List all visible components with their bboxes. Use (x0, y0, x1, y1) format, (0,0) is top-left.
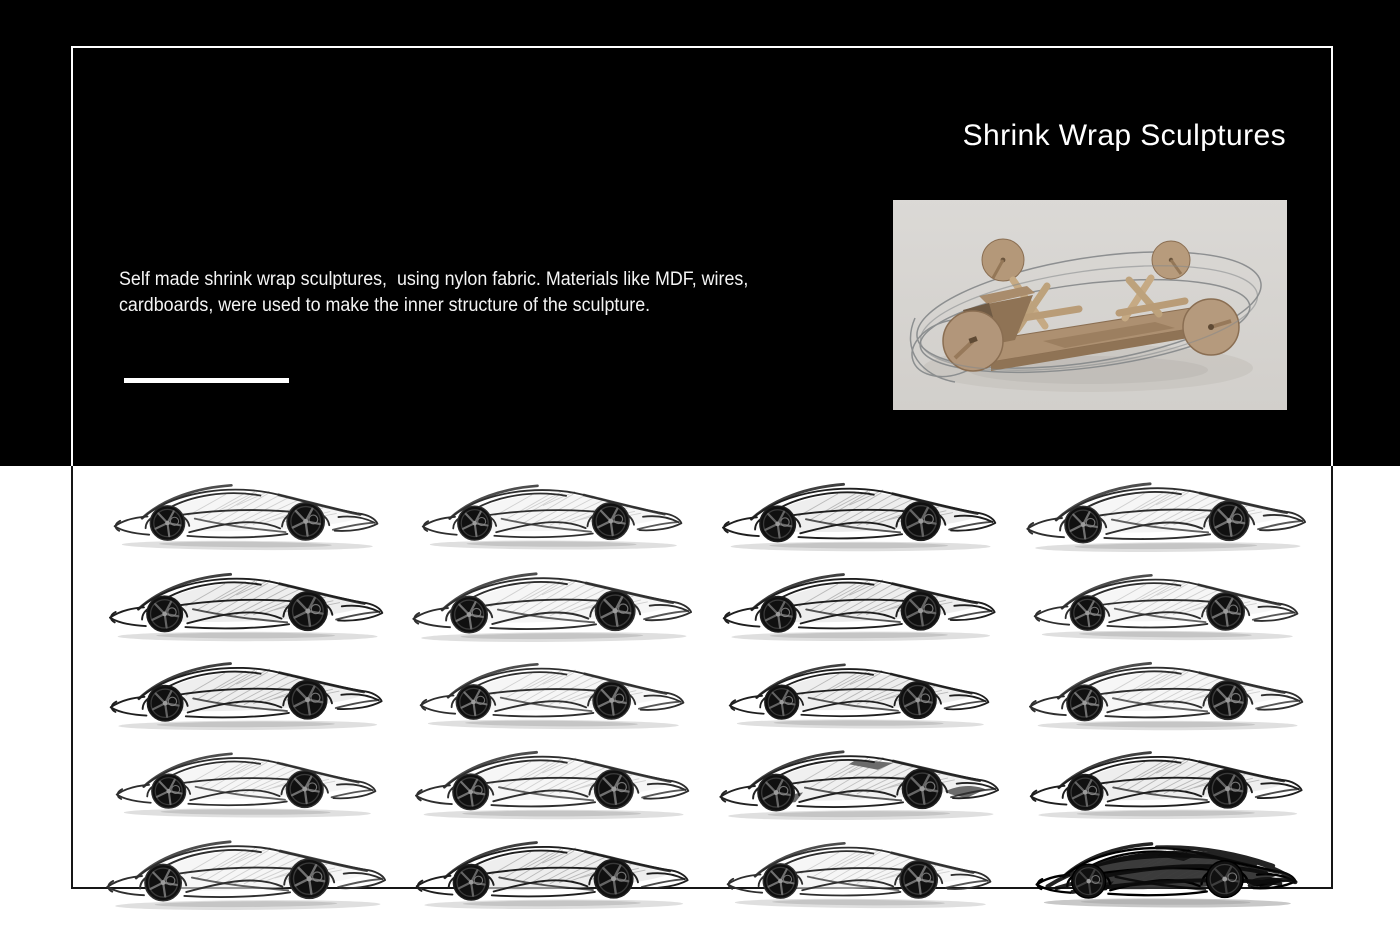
car-sketch-r4c1 (92, 740, 399, 829)
chassis-model-photo (893, 200, 1287, 410)
car-sketch-r1c3 (706, 472, 1013, 561)
car-sketch-r5c2 (399, 829, 706, 918)
car-sketch-r3c2 (399, 651, 706, 740)
car-sketch-r2c4 (1012, 561, 1319, 650)
car-sketch-r1c1 (92, 472, 399, 561)
car-sketch-r1c4 (1012, 472, 1319, 561)
car-sketch-r2c1 (92, 561, 399, 650)
car-sketch-r5c4 (1012, 829, 1319, 918)
page-title: Shrink Wrap Sculptures (962, 119, 1286, 152)
car-sketch-r2c2 (399, 561, 706, 650)
car-sketch-r5c3 (706, 829, 1013, 918)
car-sketch-r3c4 (1012, 651, 1319, 740)
car-sketch-r1c2 (399, 472, 706, 561)
car-sketch-r3c3 (706, 651, 1013, 740)
car-sketch-r2c3 (706, 561, 1013, 650)
sketch-grid (72, 466, 1333, 889)
car-sketch-r3c1 (92, 651, 399, 740)
car-sketch-r4c4 (1012, 740, 1319, 829)
description (119, 267, 748, 319)
car-sketch-r4c3 (706, 740, 1013, 829)
car-sketch-r4c2 (399, 740, 706, 829)
description-line-1: Self made shrink wrap sculptures, using nylon fabric. Materials like MDF, wires, (119, 269, 749, 290)
description-line-2: cardboards, were used to make the inner structure of the sculpture. (119, 295, 651, 316)
car-sketch-r5c1 (92, 829, 399, 918)
divider-line (124, 378, 289, 383)
